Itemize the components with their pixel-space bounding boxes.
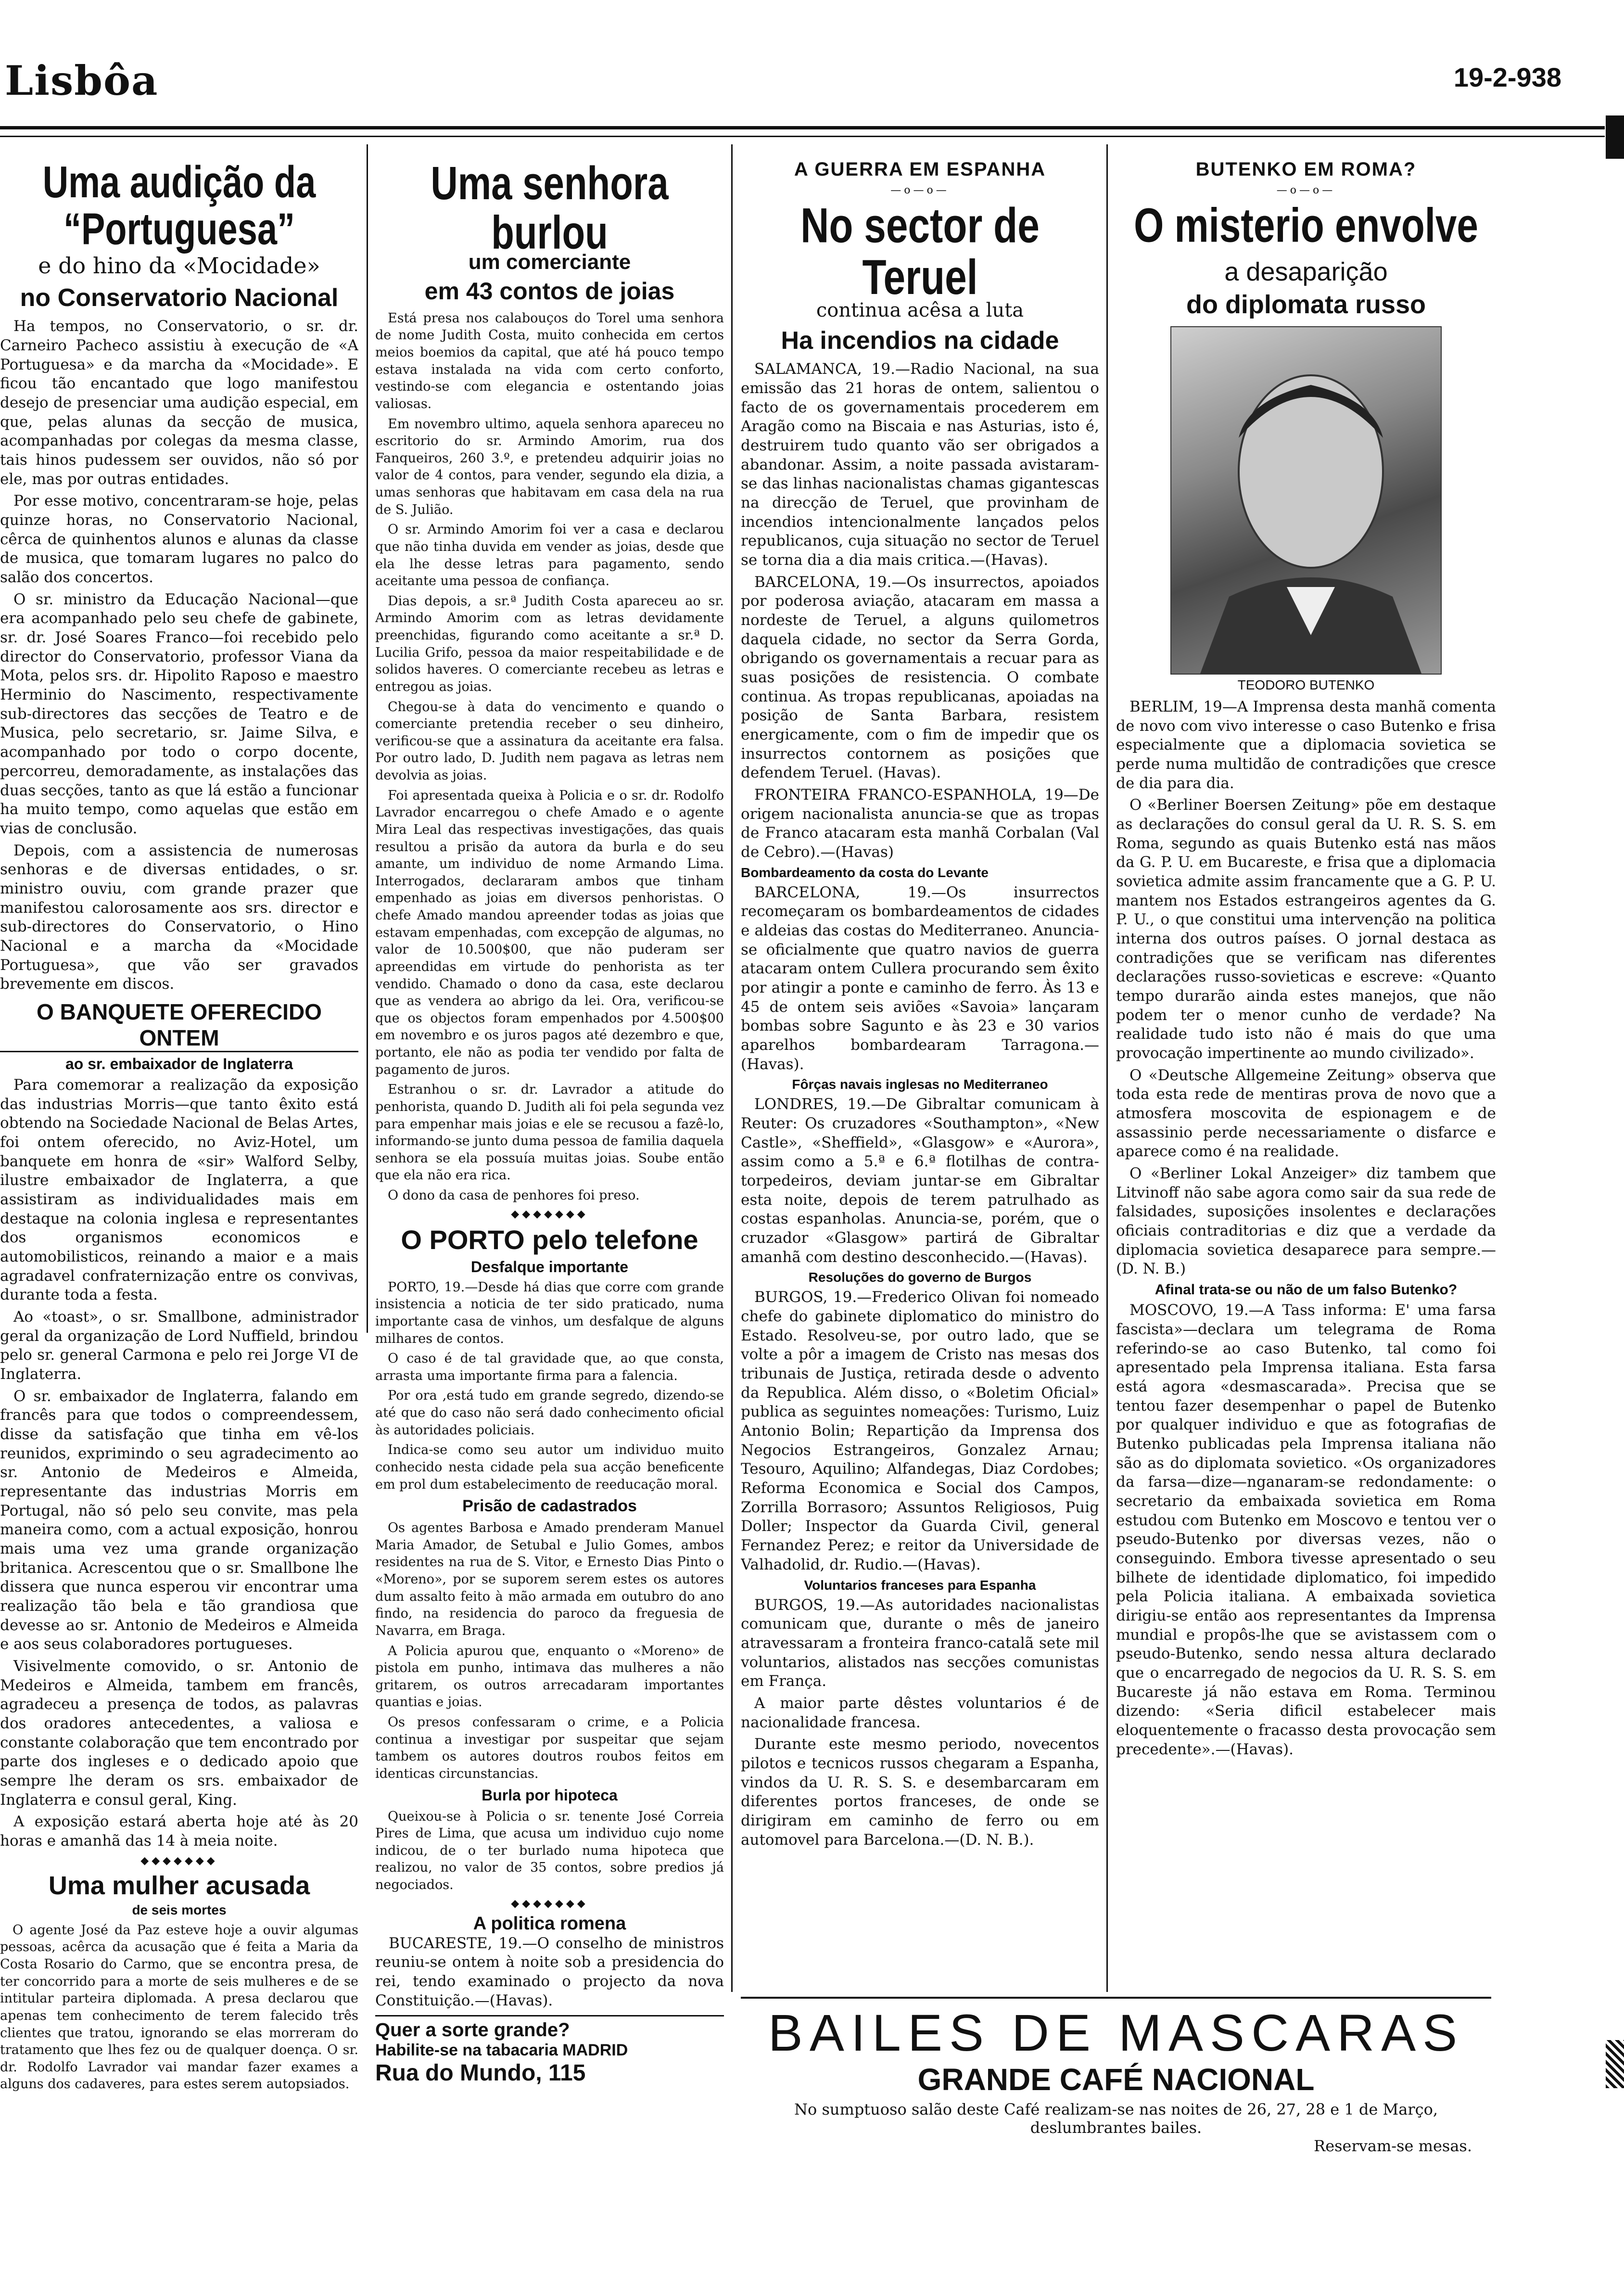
article-paragraph: BURGOS, 19.—As autoridades nacionalistas comunicam que, durante o mês de janeiro atravessaram a fronteira franco-catalã sete mil voluntarios, alistados nas secções comunistas em França. <box>741 1596 1099 1690</box>
ornament-divider: ◆◆◆◆◆◆◆ <box>140 1854 218 1867</box>
ornament-divider: ◆◆◆◆◆◆◆ <box>511 1897 588 1910</box>
headline-senhora: Uma senhora burlou <box>431 159 669 259</box>
article-paragraph: O sr. Armindo Amorim foi ver a casa e declarou que não tinha duvida em vender as joias, desde que ela lhe desse letras para pagamento, sendo aceitante uma pessoa de confiança. <box>375 522 724 589</box>
column-3 <box>741 159 1099 1987</box>
article-paragraph: BARCELONA, 19.—Os insurrectos, apoiados por poderosa aviação, atacaram em massa a nordeste de Teruel, a alguns quilometros daquela cidade, no sector da Serra Gorda, obrigando os governamentais a recuar para as suas posições de resistencia. O combate continua. As tropas republicanas, apoiadas na posição de Santa Barbara, resistem energicamente, com o fim de impedir que os insurrectos contornem as posições que defendem Teruel. (Havas). <box>741 573 1099 782</box>
subhead-conservatorio: no Conservatorio Nacional <box>20 284 339 312</box>
edge-mark <box>1606 2040 1624 2088</box>
headline-romena: A politica romena <box>473 1913 626 1934</box>
masthead-title: Lisbôa <box>5 57 159 104</box>
article-paragraph: BURGOS, 19.—Frederico Olivan foi nomeado chefe do gabinete diplomatico do ministro do Estado. Resolveu-se, por outro lado, que se volte a pôr a imagem de Cristo nas mesas dos tribunais de Justiça, retirada desde o advento da Republica. Além disso, o «Boletim Oficial» publica as seguintes nomeações: Turismo, Luiz Antonio Bolin; Repartição da Imprensa dos Negocios Estrangeiros, Gonzalez Arnau; Tesouro, Aquilino; Alfandegas, Diaz Cordobes; Reforma Economica e Social dos Campos, Zorrilla Borrasoro; Assuntos Religiosos, Puig Doller; Inspector da Guarda Civil, general Fernandez Perez; e reitor da Universidade de Valhadolid, dr. Rudio.—(Havas). <box>741 1289 1099 1573</box>
lottery-ad-line: Rua do Mundo, 115 <box>375 2060 586 2086</box>
advertisement-bailes <box>741 1997 1491 2157</box>
article-paragraph: Os presos confessaram o crime, e a Policia continua a investigar por suspeitar que sejam tambem os autores doutros roubos feitos em identicas circunstancias. <box>375 1715 724 1781</box>
headline-portuguesa: Uma audição da “Portuguesa” <box>42 159 316 254</box>
ornament-divider: —o—o— <box>1276 184 1336 196</box>
ornament-divider: ◆◆◆◆◆◆◆ <box>511 1208 588 1220</box>
article-paragraph: BARCELONA, 19.—Os insurrectos recomeçaram os bombardeamentos de cidades e aldeias das costas do Mediterraneo. Anuncia-se oficialmente que quatro navios de guerra atacaram ontem Cullera procurando sem êxito por atingir a ponte e caminho de ferro. Às 13 e 45 de ontem seis aviões «Savoia» lançaram bombas sobre Sagunto e às 23 e 30 varios aparelhos bombardearam Tarragona.—(Havas). <box>741 883 1099 1073</box>
subhead-burla-hipoteca: Burla por hipoteca <box>482 1786 618 1804</box>
column-divider <box>367 144 368 1333</box>
article-paragraph: Visivelmente comovido, o sr. Antonio de Medeiros e Almeida, tambem em francês, agradeceu a presença de todos, as palavras dos oradores antecedentes, a valiosa e constante colaboração que tem encontrado por parte dos ingleses e o dedicado apoio que sempre lhe deram os srs. embaixador de Inglaterra e consul geral, King. <box>0 1658 358 1809</box>
portrait-photo-icon <box>1171 327 1441 674</box>
article-paragraph: Depois, com a assistencia de numerosas senhoras e de diversas entidades, o sr. ministro ouviu, com grande prazer que manifestou calorosamente aos srs. director e sub-directores do Conservatorio, o Hino Nacional e a marcha da «Mocidade Portuguesa», que vão ser gravados brevemente em discos. <box>0 842 358 993</box>
headline-misterio: O misterio envolve <box>1134 198 1478 252</box>
subhead-luta: continua acêsa a luta <box>816 299 1024 322</box>
headline-teruel: No sector de Teruel <box>800 198 1040 305</box>
article-paragraph: FRONTEIRA FRANCO-ESPANHOLA, 19—De origem nacionalista anuncia-se que as tropas de Franco atacaram esta manhã Corbalan (Val de Cebro).—(Havas) <box>741 786 1099 861</box>
issue-date: 19-2-938 <box>1453 62 1561 92</box>
article-paragraph: Em novembro ultimo, aquela senhora apareceu no escritorio do sr. Armindo Amorim, rua dos Fanqueiros, 260 3.º, e pretendeu adquirir joias no valor de 4 contos, para vender, segundo ela dizia, a umas senhoras que habitavam em casa dela na rua de S. Julião. <box>375 416 724 517</box>
article-paragraph: Foi apresentada queixa à Policia e o sr. dr. Rodolfo Lavrador encarregou o chefe Amado e o agente Mira Leal das respectivas investigações, das quais resultou a prisão da autora da burla e do seu amante, um individuo de nome Armando Lima. Interrogados, declararam ambos que tinham empenhado as joias em diversos penhoristas. O chefe Amado mandou apreender todas as joias que estavam empenhadas, com excepção de algumas, no valor de 10.500$00, que não puderam ser apreendidas em virtude do penhorista as ter vendido. Chamado o dono da casa, este declarou que as vendera ao abrigo da lei. Ora, verificou-se que os objectos foram empenhados por 4.500$00 em novembro e os juros pagos até dezembro e que, portanto, ele não as podia ter vendido por falta de pagamento de juros. <box>375 788 724 1077</box>
column-divider <box>1106 144 1108 1992</box>
column-divider <box>731 144 733 1992</box>
article-paragraph: A exposição estará aberta hoje até às 20 horas e amanhã das 14 à meia noite. <box>0 1813 358 1850</box>
edge-mark <box>1606 115 1624 159</box>
column-2 <box>375 159 724 2131</box>
photo-caption: TEODORO BUTENKO <box>1237 677 1375 692</box>
lottery-ad-line: Quer a sorte grande? <box>375 2019 570 2041</box>
article-paragraph: Por esse motivo, concentraram-se hoje, pelas quinze horas, no Conservatorio Nacional, cêrca de quinhentos alunos e alunas da classe de musica, que tomaram lugares no palco do salão dos concertos. <box>0 492 358 587</box>
article-paragraph: Por ora ,está tudo em grande segredo, dizendo-se até que do caso não será dado conhecimento oficial às autoridades policiais. <box>375 1388 724 1438</box>
article-paragraph: Dias depois, a sr.ª Judith Costa apareceu ao sr. Armindo Amorim com as letras devidamente preenchidas, figurando como aceitante a sr.ª D. Lucilia Grifo, pessoa da maior respeitabilidade e de solidos haveres. O comerciante recebeu as letras e entregou as joias. <box>375 593 724 694</box>
subhead-comerciante: um comerciante <box>468 250 631 274</box>
article-paragraph: O dono da casa de penhores foi preso. <box>388 1188 640 1203</box>
article-paragraph: O sr. embaixador de Inglaterra, falando em francês para que todos o compreendessem, disse da satisfação que tinha em vê-los reunidos, exprimindo o seu agradecimento ao sr. Antonio de Medeiros e Almeida, representante das industrias Morris em Portugal, não só pelo seu convite, mas pela maneira como, com a actual exposição, honrou mais uma vez uma grande organização britanica. Acrescentou que o sr. Smallbone lhe dissera que nunca esperou vir encontrar uma realização tão bela e tão grandiosa que devesse ao sr. Antonio de Medeiros e Almeida e aos seus colaboradores portugueses. <box>0 1387 358 1653</box>
article-paragraph: Para comemorar a realização da exposição das industrias Morris—que tanto êxito está obtendo na Sociedade Nacional de Belas Artes, foi ontem oferecido, no Aviz-Hotel, um banquete em honra de «sir» Walford Selby, ilustre embaixador de Inglaterra, a que assistiram as individualidades mais em destaque na colonia inglesa e representantes dos organismos economicos e automobilisticos, reinando a maior e a mais agradavel confraternização entre os convivas, durante toda a festa. <box>0 1076 358 1304</box>
article-paragraph: Estranhou o sr. dr. Lavrador a atitude do penhorista, quando D. Judith ali foi pela segunda vez para empenhar mais joias e ele se recusou a fazê-lo, informando-se junto duma pessoa de familia daquela senhora se ela possuía muitas joias. Soube então que ela não era rica. <box>375 1082 724 1183</box>
subhead-embaixador: ao sr. embaixador de Inglaterra <box>65 1055 293 1072</box>
article-paragraph: LONDRES, 19.—De Gibraltar comunicam à Reuter: Os cruzadores «Southampton», «New Castle», «Sheffield», «Glasgow» e «Aurora», assim como a 5.ª e 6.ª flotilhas de contra-torpedeiros, deviam juntar-se em Gibraltar esta noite, depois de terem patrulhado as costas espanholas. Anuncia-se, porém, que o cruzador «Glasgow» partirá de Gibraltar amanhã com destino desconhecido.—(Havas). <box>741 1096 1099 1266</box>
subhead-prisao: Prisão de cadastrados <box>462 1497 637 1516</box>
article-paragraph: Os agentes Barbosa e Amado prenderam Manuel Maria Amador, de Setubal e Julio Gomes, ambos residentes na rua de S. Vitor, e Ernesto Dias Pinto o «Moreno», por se suporem serem estes os autores dum assalto feito à mão armada em outubro do ano findo, na residencia do paroco da freguesia de Navarra, em Braga. <box>375 1520 724 1638</box>
article-paragraph: MOSCOVO, 19.—A Tass informa: E' uma farsa fascista»—declara um telegrama de Roma referindo-se ao caso Butenko, tal como foi apresentado pela Imprensa italiana. Esta farsa está agora «desmascarada». Precisa que se tentou fazer desempenhar o papel de Butenko por qualquer individuo e que as fotografias de Butenko publicadas pela Imprensa italiana não são as do diplomata sovietico. «Os organizadores da farsa—dize—nganaram-se redondamente: o secretario da embaixada sovietica em Roma estudou com Butenko em Moscovo e tentou ver o pseudo-Butenko por diversas vezes, não o conseguindo. Embora tivesse apresentado o seu bilhete de identidade diplomatico, foi impedido pela Policia italiana. A embaixada sovietica dirigiu-se então aos representantes da Imprensa mundial e propôs-lhe que se avistassem com o pseudo-Butenko, sendo nessa altura declarado que o encarregado de negocios da U. R. S. S. em Bucareste já não estava em Roma. Terminou dizendo: «Seria dificil estabelecer mais eloquentemente o fracasso desta provocação sem precedente».—(Havas). <box>1116 1301 1496 1758</box>
headline-porto: O PORTO pelo telefone <box>401 1224 698 1255</box>
ad-venue: GRANDE CAFÉ NACIONAL <box>917 2062 1315 2097</box>
kicker-butenko: BUTENKO EM ROMA? <box>1195 159 1417 180</box>
subhead-diplomata: do diplomata russo <box>1186 290 1426 319</box>
kicker-guerra: A GUERRA EM ESPANHA <box>794 159 1046 180</box>
column-1 <box>0 159 358 2276</box>
article-paragraph: Queixou-se à Policia o sr. tenente José Correia Pires de Lima, que acusa um individuo cujo nome indicou, de o ter burlado numa hipoteca que realizou, no valor de 35 contos, sobre predios já negociados. <box>375 1809 724 1893</box>
subhead-bombardeamento: Bombardeamento da costa do Levante <box>741 865 989 880</box>
article-paragraph: Ao «toast», o sr. Smallbone, administrador geral da organização de Lord Nuffield, brindou pelo sr. general Carmona e pelo rei Jorge VI de Inglaterra. <box>0 1308 358 1383</box>
article-paragraph: O «Berliner Lokal Anzeiger» diz tambem que Litvinoff não sabe agora como sair da sua rede de falsidades, suposições insolentes e declarações oficiais contraditorias e diz que a verdade da diplomacia sovietica desaparece para sempre.—(D. N. B.) <box>1116 1165 1496 1278</box>
headline-banquete: O BANQUETE OFERECIDO ONTEM <box>0 999 358 1052</box>
column-4 <box>1116 159 1496 1987</box>
article-paragraph: A maior parte dêstes voluntarios é de nacionalidade francesa. <box>741 1694 1099 1731</box>
subhead-falso-butenko: Afinal trata-se ou não de um falso Butenko? <box>1155 1282 1458 1298</box>
ad-body: No sumptuoso salão deste Café realizam-se nas noites de 26, 27, 28 e 1 de Março, deslumbrantes bailes. <box>794 2100 1438 2137</box>
subhead-desaparicao: a desaparição <box>1224 257 1388 286</box>
portrait-photo <box>1170 326 1442 675</box>
article-paragraph: O agente José da Paz esteve hoje a ouvir algumas pessoas, acêrca da acusação que é feita a Maria da Costa Rosario do Carmo, que se encontra presa, de ter concorrido para a morte de seis mulheres e de se intitular parteira diplomada. A presa declarou que apenas tem conhecimento de terem falecido três clientes que tratou, ignorando se elas morreram do tratamento que lhes fez ou de qualquer doença. O sr. dr. Rodolfo Lavrador vai mandar fazer exames a alguns dos cadaveres, para estes serem autopsiados. <box>0 1922 358 2092</box>
article-paragraph: BERLIM, 19—A Imprensa desta manhã comenta de novo com vivo interesse o caso Butenko e frisa especialmente que a diplomacia sovietica se perde numa multidão de contradições que cresce de dia para dia. <box>1116 698 1496 792</box>
top-rule <box>0 126 1605 129</box>
article-paragraph: PORTO, 19.—Desde há dias que corre com grande insistencia a noticia de ter sido praticado, numa importante casa de vinhos, um desfalque de alguns milhares de contos. <box>375 1279 724 1346</box>
ad-note: Reservam-se mesas. <box>1314 2136 1472 2155</box>
subhead-mocidade: e do hino da «Mocidade» <box>38 253 320 279</box>
lottery-ad-line: Habilite-se na tabacaria MADRID <box>375 2041 628 2060</box>
article-paragraph: BUCARESTE, 19.—O conselho de ministros reuniu-se ontem à noite sob a presidencia do rei, tendo examinado o projecto da nova Constituição.—(Havas). <box>375 1934 724 2009</box>
article-paragraph: O sr. ministro da Educação Nacional—que era acompanhado pelo seu chefe de gabinete, sr. dr. José Soares Franco—foi recebido pelo director do Conservatorio, professor Viana da Mota, pelos srs. dr. Hipolito Raposo e maestro Herminio do Nascimento, respectivamente sub-directores das secções de Teatro e de Musica, pelo secretario, sr. Jaime Silva, e acompanhado por todo o corpo docente, percorreu, demoradamente, as instalações das duas secções, tanto as que lá estão a funcionar ha muito tempo, como aquelas que estão em vias de conclusão. <box>0 590 358 837</box>
article-paragraph: Ha tempos, no Conservatorio, o sr. dr. Carneiro Pacheco assistiu à execução de «A Portuguesa» e da marcha da «Mocidade». E ficou tão encantado que logo manifestou desejo de presenciar uma audição especial, em que, pelas alunas da secção de musica, acompanhadas por colegas da mesma classe, tais hinos pudessem ser ouvidos, não só por ele, mas por outras entidades. <box>0 318 358 488</box>
article-paragraph: Está presa nos calabouços do Torel uma senhora de nome Judith Costa, muito conhecida em certos meios boemios da capital, que até há pouco tempo estava instalada na vida com certo conforto, vestindo-se com elegancia e ostentando joias valiosas. <box>375 310 724 411</box>
subhead-incendios: Ha incendios na cidade <box>781 327 1059 355</box>
article-paragraph: Indica-se como seu autor um individuo muito conhecido nesta cidade pela sua acção beneficente em prol dum estabelecimento de reeducação moral. <box>375 1442 724 1492</box>
article-paragraph: A Policia apurou que, enquanto o «Moreno» de pistola em punho, intimava das mulheres a não gritarem, os outros arrecadaram importantes quantias e joias. <box>375 1643 724 1710</box>
article-paragraph: SALAMANCA, 19.—Radio Nacional, na sua emissão das 21 horas de ontem, salientou o facto de os governamentais procederem em Aragão como na Biscaia e nas Asturias, isto é, destruirem tudo quanto vão ser obrigados a abandonar. Assim, a noite passada avistaram-se das linhas nacionalistas chamas gigantescas na direcção de Teruel, que provinham de incendios intencionalmente lançados pelos republicanos, cuja situação no sector de Teruel se torna dia a dia mais critica.—(Havas). <box>741 360 1099 569</box>
subhead-joias: em 43 contos de joias <box>424 277 675 305</box>
subhead-voluntarios: Voluntarios franceses para Espanha <box>804 1577 1036 1593</box>
article-paragraph: O «Berliner Boersen Zeitung» põe em destaque as declarações do consul geral da U. R. S. S. em Roma, segundo as quais Butenko está nas mãos da G. P. U. em Bucareste, e frisa que a diplomacia sovietica admite assim francamente que a G. P. U. mantem nos Estados estrangeiros agentes da G. P. U., o que constitui uma intervenção na politica interna dos outros países. O jornal destaca as contradições que se verificam nas diferentes declarações russo-sovieticas e escreve: «Quanto tempo durarão ainda estes manejos, que não podem ter o menor cunho de verdade? Na realidade tudo isto não é mais do que uma provocação impertinente ao mundo civilizado». <box>1116 796 1496 1062</box>
article-paragraph: Durante este mesmo periodo, novecentos pilotos e tecnicos russos chegaram a Espanha, vindos da U. R. S. S. e desembarcaram em diferentes portos franceses, de onde se dirigiram em caminho de ferro ou em automovel para Barcelona.—(D. N. B.). <box>741 1735 1099 1849</box>
article-paragraph: Chegou-se à data do vencimento e quando o comerciante pretendia receber o seu dinheiro, verificou-se que a assinatura da aceitante era falsa. Por outro lado, D. Judith nem pagava as letras nem devolvia as joias. <box>375 699 724 783</box>
subhead-desfalque: Desfalque importante <box>470 1258 629 1276</box>
subhead-forcas-navais: Fôrças navais inglesas no Mediterraneo <box>792 1077 1048 1092</box>
ad-headline: BAILES DE MASCARAS <box>768 2003 1464 2062</box>
subhead-mortes: de seis mortes <box>132 1902 227 1917</box>
subhead-burgos: Resoluções do governo de Burgos <box>808 1270 1032 1285</box>
top-rule-thin <box>0 136 1605 137</box>
lottery-ad <box>375 2015 724 2086</box>
headline-mulher: Uma mulher acusada <box>48 1871 310 1900</box>
ornament-divider: —o—o— <box>890 184 950 196</box>
article-paragraph: O caso é de tal gravidade que, ao que consta, arrasta uma importante firma para a falencia. <box>375 1351 724 1383</box>
article-paragraph: O «Deutsche Allgemeine Zeitung» observa que toda esta rede de mentiras prova de novo que a atmosfera moscovita de espionagem e de assassinio perde necessariamente o disfarce e aparece como é na realidade. <box>1116 1066 1496 1161</box>
